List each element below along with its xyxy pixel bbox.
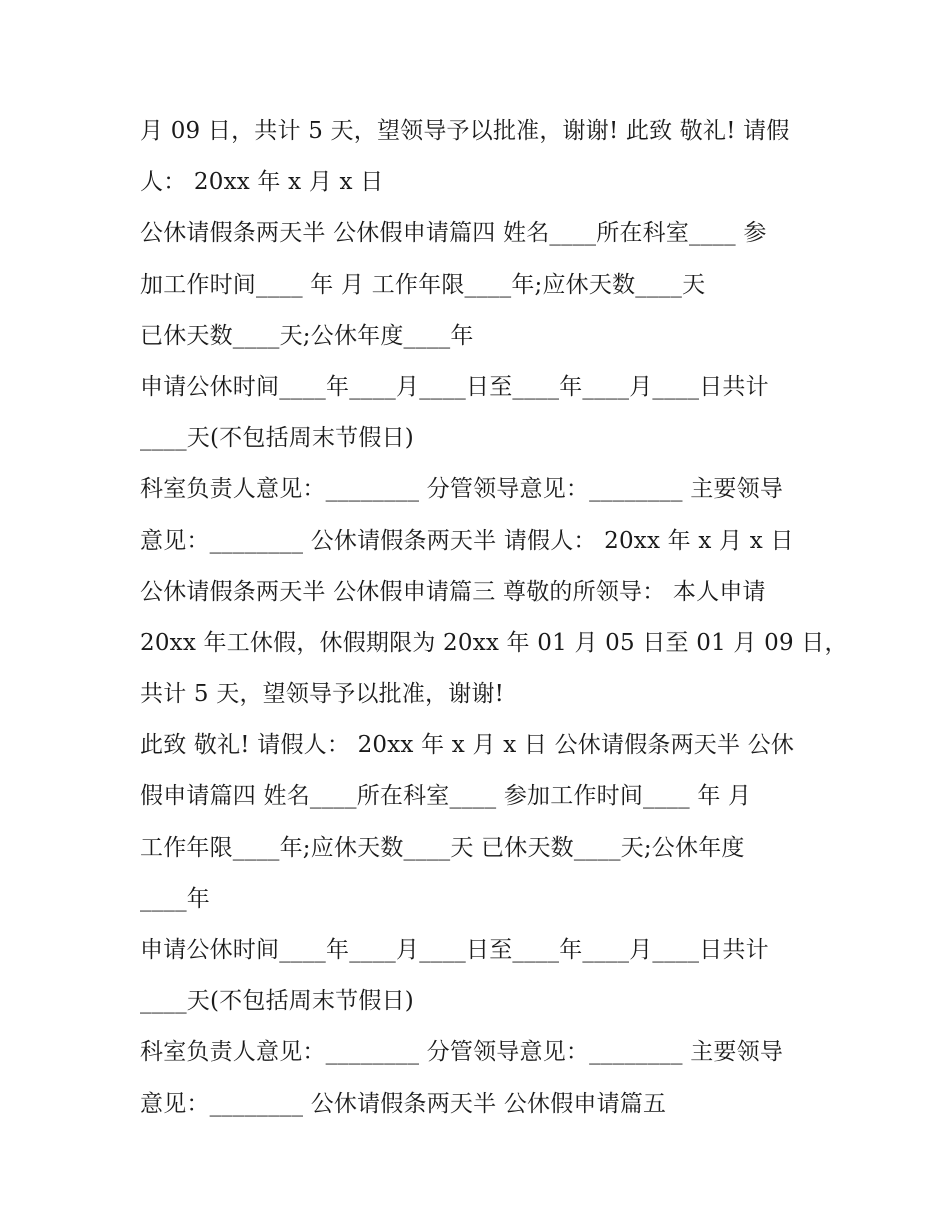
text-line-5: 已休天数____天;公休年度____年 <box>140 322 474 349</box>
text-line-20: 意见：________ 公休请假条两天半 公休假申请篇五 <box>140 1090 667 1117</box>
text-line-17: 申请公休时间____年____月____日至____年____月____日共计 <box>140 937 769 963</box>
text-line-8: 科室负责人意见：________ 分管领导意见：________ 主要领导 <box>140 476 784 503</box>
text-line-1: 月 09 日，共计 5 天，望领导予以批准，谢谢! 此致 敬礼! 请假 <box>140 118 790 144</box>
text-line-6: 申请公休时间____年____月____日至____年____月____日共计 <box>140 373 769 400</box>
text-line-13: 此致 敬礼! 请假人： 20xx 年 x 月 x 日 公休请假条两天半 公休 <box>140 732 795 759</box>
text-line-16: ____年 <box>140 885 210 912</box>
text-line-10: 公休请假条两天半 公休假申请篇三 尊敬的所领导： 本人申请 <box>140 578 766 605</box>
text-line-9: 意见：________ 公休请假条两天半 请假人： 20xx 年 x 月 x 日 <box>140 527 794 554</box>
text-line-11: 20xx 年工休假，休假期限为 20xx 年 01 月 05 日至 01 月 09 日， <box>140 629 848 656</box>
text-line-12: 共计 5 天，望领导予以批准，谢谢! <box>140 681 505 708</box>
text-line-7: ____天(不包括周末节假日) <box>140 425 414 452</box>
text-line-4: 加工作时间____ 年 月 工作年限____年;应休天数____天 <box>140 271 706 298</box>
text-line-19: 科室负责人意见：________ 分管领导意见：________ 主要领导 <box>140 1039 784 1066</box>
text-line-15: 工作年限____年;应休天数____天 已休天数____天;公休年度 <box>140 834 745 861</box>
document-body <box>140 108 848 1132</box>
text-line-18: ____天(不包括周末节假日) <box>140 988 414 1015</box>
text-line-14: 假申请篇四 姓名____所在科室____ 参加工作时间____ 年 月 <box>140 783 752 810</box>
text-line-3: 公休请假条两天半 公休假申请篇四 姓名____所在科室____ 参 <box>140 220 767 247</box>
text-line-2: 人： 20xx 年 x 月 x 日 <box>140 169 384 196</box>
